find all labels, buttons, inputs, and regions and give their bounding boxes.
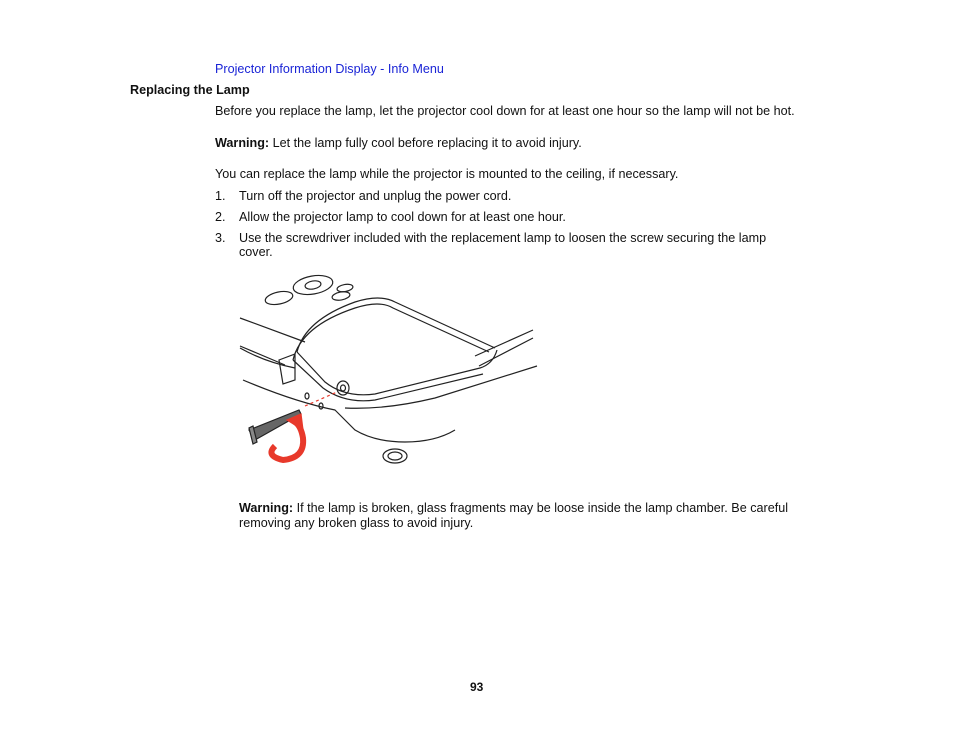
page-number: 93 bbox=[470, 680, 484, 694]
info-menu-link[interactable]: Projector Information Display - Info Menu bbox=[215, 62, 444, 76]
step-text: Turn off the projector and unplug the power cord. bbox=[239, 189, 512, 203]
step-number: 3. bbox=[215, 231, 226, 245]
warning-label: Warning: bbox=[239, 501, 294, 515]
warning-text: Let the lamp fully cool before replacing it to avoid injury. bbox=[269, 136, 582, 150]
section-heading: Replacing the Lamp bbox=[130, 83, 250, 97]
warning-label: Warning: bbox=[215, 136, 270, 150]
step-number: 2. bbox=[215, 210, 226, 224]
lamp-cover-illustration bbox=[235, 270, 545, 470]
warning-text: If the lamp is broken, glass fragments may be loose inside the lamp chamber. Be careful bbox=[293, 501, 789, 515]
step-text-continued: cover. bbox=[239, 245, 273, 259]
intro-paragraph: Before you replace the lamp, let the projector cool down for at least one hour so the lamp will not be hot. bbox=[215, 104, 795, 118]
step-text: Use the screwdriver included with the replacement lamp to loosen the screw securing the lamp bbox=[239, 231, 767, 245]
ceiling-note: You can replace the lamp while the projector is mounted to the ceiling, if necessary. bbox=[215, 167, 679, 181]
warning-paragraph-2-continued: removing any broken glass to avoid injury. bbox=[239, 516, 474, 530]
warning-paragraph-1 bbox=[215, 136, 582, 151]
step-number: 1. bbox=[215, 189, 226, 203]
step-text: Allow the projector lamp to cool down for at least one hour. bbox=[239, 210, 566, 224]
warning-paragraph-2 bbox=[239, 501, 788, 516]
